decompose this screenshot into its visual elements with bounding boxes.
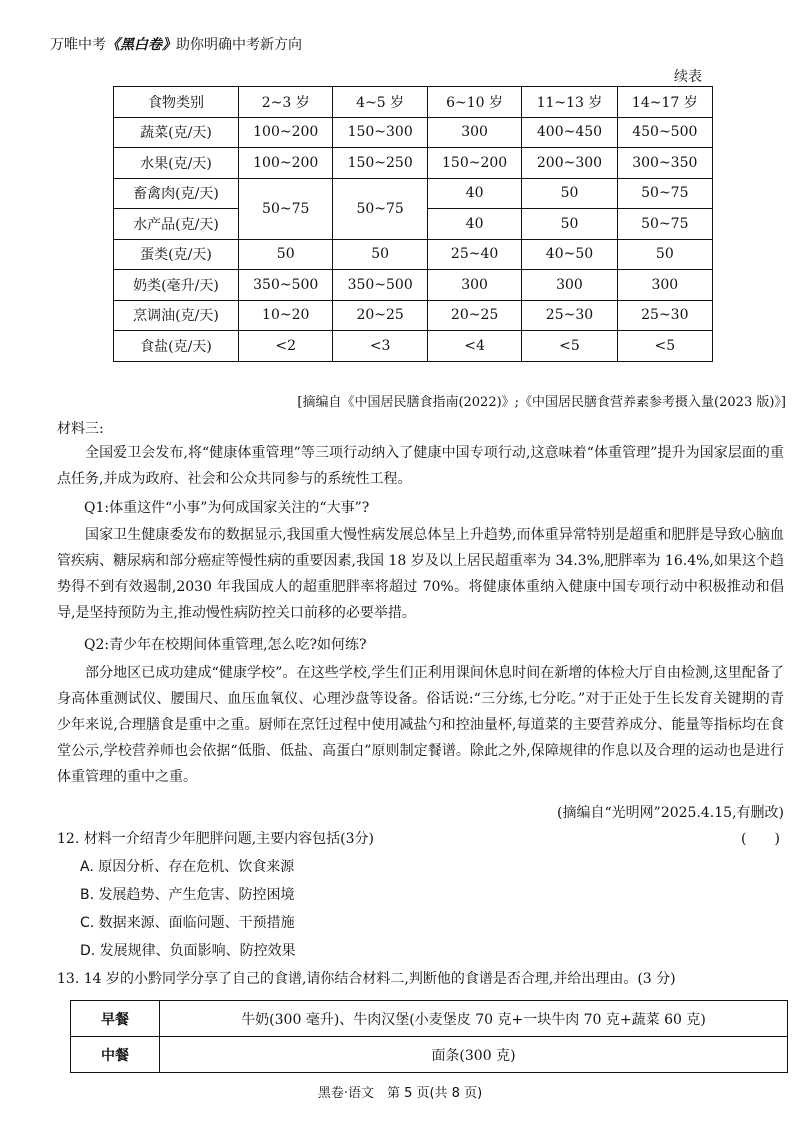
table-cell: 25~30 xyxy=(617,300,712,331)
table-cell: <4 xyxy=(427,331,521,362)
table-cell: 20~25 xyxy=(333,300,427,331)
table-cell: 300 xyxy=(617,270,712,301)
table-cell: 40 xyxy=(427,209,521,240)
option-c: C. 数据来源、面临问题、干预措施 xyxy=(80,915,295,931)
meal-label: 中餐 xyxy=(71,1037,160,1073)
table-cell: 水产品(克/天) xyxy=(114,209,239,240)
material3-paragraph-2: 国家卫生健康委发布的数据显示,我国重大慢性病发展总体呈上升趋势,而体重异常特别是超重和肥胖是导致心脑血管疾病、糖尿病和部分癌症等慢性病的重要因素,我国 18 岁及以上居民超重率为 34.3%,肥胖率为 16.4%,如果这个趋势得不到有效遏制,2030 年我国成人的超重肥胖率将超过 70%。将健康体重纳入健康中国专项行动中积极推动和倡导,是坚持预防为主,推动慢性病防控关口前移的必要举措。 xyxy=(57,527,784,621)
table-cell: 畜禽肉(克/天) xyxy=(114,178,239,209)
table-cell: 50 xyxy=(522,209,617,240)
option-d: D. 发展规律、负面影响、防控效果 xyxy=(80,943,296,959)
table-cell: 200~300 xyxy=(522,148,617,179)
table-cell: 20~25 xyxy=(427,300,521,331)
table-row xyxy=(114,117,713,148)
table-cell: 100~200 xyxy=(239,148,333,179)
header-suffix: 助你明确中考新方向 xyxy=(176,37,302,53)
table-header: 4~5 岁 xyxy=(333,87,427,118)
answer-bracket: ( ) xyxy=(741,831,780,847)
table-cell: 25~30 xyxy=(522,300,617,331)
table-cell: 40 xyxy=(427,178,521,209)
material3-paragraph-3: 部分地区已成功建成“健康学校”。在这些学校,学生们正利用课间休息时间在新增的体检大厅自由检测,这里配备了身高体重测试仪、腰围尺、血压血氧仪、心理沙盘等设备。俗话说:“三分练,七分吃。”对于正处于生长发育关键期的青少年来说,合理膳食是重中之重。厨师在烹饪过程中使用减盐勺和控油量杯,每道菜的主要营养成分、能量等指标均在食堂公示,学校营养师也会依据“低脂、低盐、高蛋白”原则制定餐谱。除此之外,保障规律的作息以及合理的运动也是进行体重管理的重中之重。 xyxy=(57,665,784,785)
table-cell: 40~50 xyxy=(522,239,617,270)
question-12-stem: 12. 材料一介绍青少年肥胖问题,主要内容包括(3分) xyxy=(57,831,374,847)
table-cell: 300 xyxy=(522,270,617,301)
table-row xyxy=(114,270,713,301)
table-cell: 150~300 xyxy=(333,117,427,148)
header-brand: 《黑白卷》 xyxy=(106,37,176,53)
table-cell: 300 xyxy=(427,270,521,301)
material3-question-2: Q2:青少年在校期间体重管理,怎么吃?如何练? xyxy=(84,637,367,653)
table-header: 11~13 岁 xyxy=(522,87,617,118)
table-source-citation: [摘编自《中国居民膳食指南(2022)》;《中国居民膳食营养素参考摄入量(2023 版)》] xyxy=(297,395,786,410)
table-cell: 50 xyxy=(617,239,712,270)
table-header: 2~3 岁 xyxy=(239,87,333,118)
table-cell: <2 xyxy=(239,331,333,362)
option-b: B. 发展趋势、产生危害、防控困境 xyxy=(80,887,295,903)
food-intake-table xyxy=(113,86,713,362)
table-cell: 50~75 xyxy=(617,209,712,240)
question-13-stem: 13. 14 岁的小黔同学分享了自己的食谱,请你结合材料二,判断他的食谱是否合理,并给出理由。(3 分) xyxy=(57,971,676,987)
page-footer: 黑卷·语文 第 5 页(共 8 页) xyxy=(317,1086,483,1101)
table-row xyxy=(114,239,713,270)
table-header: 14~17 岁 xyxy=(617,87,712,118)
table-cell: 水果(克/天) xyxy=(114,148,239,179)
table-row xyxy=(114,331,713,362)
table-cell: 蛋类(克/天) xyxy=(114,239,239,270)
table-cell: <5 xyxy=(522,331,617,362)
table-cell: 300 xyxy=(427,117,521,148)
table-cell: 50 xyxy=(239,239,333,270)
material3-source: (摘编自“光明网”2025.4.15,有删改) xyxy=(557,805,784,821)
table-cell-merged: 50~75 xyxy=(333,178,427,239)
material3-question-1: Q1:体重这件“小事”为何成国家关注的“大事”? xyxy=(84,500,370,516)
meal-label: 早餐 xyxy=(71,1001,160,1037)
table-cell: 100~200 xyxy=(239,117,333,148)
table-cell: 50~75 xyxy=(617,178,712,209)
material3-paragraph-1: 全国爱卫会发布,将“健康体重管理”等三项行动纳入了健康中国专项行动,这意味着“体重管理”提升为国家层面的重点任务,并成为政府、社会和公众共同参与的系统性工程。 xyxy=(57,445,784,487)
table-cell: 350~500 xyxy=(239,270,333,301)
table-cell: 10~20 xyxy=(239,300,333,331)
table-header: 食物类别 xyxy=(114,87,239,118)
page-header xyxy=(50,34,302,54)
table-cell: 烹调油(克/天) xyxy=(114,300,239,331)
table-cell: <3 xyxy=(333,331,427,362)
table-cell: 50 xyxy=(333,239,427,270)
table-row xyxy=(71,1001,788,1037)
table-cell-merged: 50~75 xyxy=(239,178,333,239)
table-cell: 150~250 xyxy=(333,148,427,179)
table-row xyxy=(114,300,713,331)
table-row xyxy=(71,1037,788,1073)
table-cell: <5 xyxy=(617,331,712,362)
header-prefix: 万唯中考 xyxy=(50,37,106,53)
table-row xyxy=(114,148,713,179)
table-cell: 300~350 xyxy=(617,148,712,179)
table-cell: 450~500 xyxy=(617,117,712,148)
option-a: A. 原因分析、存在危机、饮食来源 xyxy=(80,859,295,875)
table-cell: 350~500 xyxy=(333,270,427,301)
table-cell: 蔬菜(克/天) xyxy=(114,117,239,148)
table-row xyxy=(114,178,713,209)
table-cell: 150~200 xyxy=(427,148,521,179)
meal-table xyxy=(70,1000,788,1073)
table-header-row xyxy=(114,87,713,118)
meal-content: 牛奶(300 毫升)、牛肉汉堡(小麦堡皮 70 克+一块牛肉 70 克+蔬菜 60 克) xyxy=(160,1001,788,1037)
section-title-material3: 材料三: xyxy=(57,421,104,437)
table-header: 6~10 岁 xyxy=(427,87,521,118)
table-cell: 食盐(克/天) xyxy=(114,331,239,362)
table-cell: 50 xyxy=(522,178,617,209)
continued-label: 续表 xyxy=(674,69,702,85)
table-cell: 25~40 xyxy=(427,239,521,270)
meal-content: 面条(300 克) xyxy=(160,1037,788,1073)
table-cell: 400~450 xyxy=(522,117,617,148)
table-cell: 奶类(毫升/天) xyxy=(114,270,239,301)
